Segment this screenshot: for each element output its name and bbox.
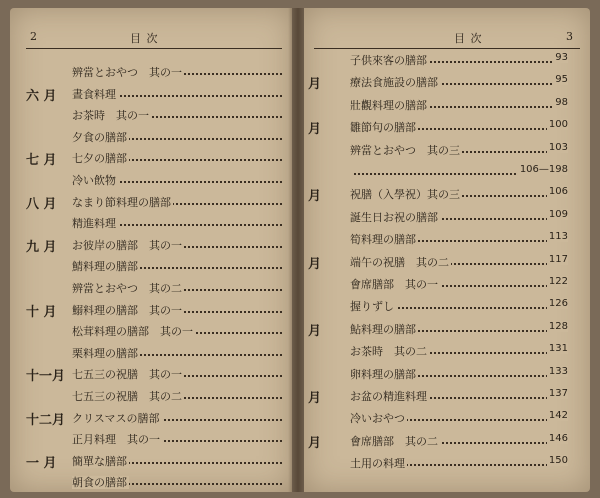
toc-entry <box>72 107 282 123</box>
toc-entry <box>72 86 282 102</box>
toc-entry-title: 精進料理 <box>72 217 116 231</box>
toc-entry-title: 會席膳部 其の一 <box>350 278 438 291</box>
left-header-rule <box>26 48 282 49</box>
toc-entry <box>72 431 282 447</box>
toc-entry-title: お茶時 其の二 <box>350 345 427 359</box>
toc-entry-title: クリスマスの膳部 <box>72 411 160 425</box>
toc-entry-page: 103 <box>548 141 568 153</box>
toc-entry-title: 誕生日お祝の膳部 <box>350 210 438 224</box>
toc-entry <box>72 194 282 210</box>
right-header-rule <box>314 48 580 49</box>
left-page <box>10 8 292 492</box>
toc-entry-page: 137 <box>548 388 568 399</box>
toc-entry-title: 辨當とおやつ 其の一 <box>72 66 182 79</box>
toc-entry <box>72 323 282 339</box>
toc-entry-page: 126 <box>548 298 568 310</box>
toc-entry-title <box>350 164 352 177</box>
toc-entry-page: 113 <box>548 231 568 243</box>
toc-month-label: 月 <box>308 122 322 138</box>
toc-entry-title: 正月料理 其の一 <box>72 433 160 447</box>
toc-entry-page: 133 <box>548 365 568 377</box>
toc-entry <box>350 433 568 449</box>
toc-entry-page: 146 <box>548 432 568 444</box>
toc-entry <box>350 164 568 177</box>
toc-entry-title: 雛節句の膳部 <box>350 121 416 135</box>
toc-entry <box>350 119 568 135</box>
toc-entry <box>72 474 282 490</box>
toc-entry-page: 109 <box>548 208 568 220</box>
toc-month-label: 月 <box>308 189 322 205</box>
toc-entry-page: 100 <box>548 119 568 131</box>
toc-entry <box>72 345 282 361</box>
toc-entry <box>350 74 568 90</box>
toc-entry-title: 鮎料理の膳部 <box>350 322 416 336</box>
toc-entry-page: 117 <box>548 253 568 265</box>
toc-entry <box>350 366 568 382</box>
toc-entry <box>350 186 568 202</box>
toc-entry-title: なまり節料理の膳部 <box>72 195 171 209</box>
toc-entry <box>72 410 282 426</box>
toc-entry-title: 夕食の膳部 <box>72 130 127 144</box>
toc-entry-page: 98 <box>555 96 568 108</box>
toc-entry <box>350 209 568 225</box>
toc-entry <box>72 237 282 253</box>
toc-entry <box>350 388 568 404</box>
toc-entry-title: 栗料理の膳部 <box>72 346 138 360</box>
toc-entry <box>350 276 568 292</box>
toc-entry-title: 辨當とおやつ 其の二 <box>72 282 182 295</box>
toc-entry-page: 131 <box>548 343 568 355</box>
toc-entry-title: 冷いおやつ <box>350 412 405 426</box>
right-page-header: 目 次 <box>454 32 483 45</box>
toc-entry-title: お盆の精進料理 <box>350 390 427 403</box>
toc-entry-title: 鰯料理の膳部 其の一 <box>72 303 182 317</box>
right-page-number: 3 <box>566 30 574 43</box>
toc-entry-title: 筍料理の膳部 <box>350 233 416 247</box>
toc-entry-page: 93 <box>555 52 568 63</box>
toc-entry <box>72 366 282 382</box>
toc-entry-title: 祝膳（入學祝）其の三 <box>350 188 460 202</box>
toc-entry-title: 簡單な膳部 <box>72 454 127 468</box>
right-page <box>304 8 590 492</box>
toc-entry <box>350 321 568 337</box>
toc-entry-title: 七夕の膳部 <box>72 152 127 166</box>
toc-month-label: 八 月 <box>26 196 57 212</box>
toc-entry <box>350 298 568 314</box>
toc-month-label: 月 <box>308 391 322 406</box>
toc-entry <box>72 258 282 274</box>
toc-entry <box>350 254 568 270</box>
toc-entry-page: 122 <box>548 276 568 287</box>
toc-entry-title: 療法食施設の膳部 <box>350 76 438 90</box>
toc-entry <box>350 231 568 247</box>
toc-entry-title: 辨當とおやつ 其の三 <box>350 143 460 157</box>
toc-month-label: 月 <box>308 323 322 339</box>
toc-month-label: 九 月 <box>26 239 57 255</box>
toc-month-label: 十一月 <box>26 369 66 385</box>
toc-month-label: 十二月 <box>26 412 66 428</box>
toc-entry <box>72 172 282 188</box>
toc-entry <box>72 388 282 404</box>
toc-entry <box>350 410 568 426</box>
toc-entry <box>350 52 568 68</box>
toc-entry <box>72 453 282 469</box>
toc-entry <box>72 215 282 231</box>
toc-entry <box>72 150 282 166</box>
toc-entry-title: 土用の料理 <box>350 457 405 471</box>
toc-entry <box>72 280 282 296</box>
toc-entry <box>72 64 282 80</box>
toc-entry-title: 端午の祝膳 其の二 <box>350 255 449 269</box>
toc-entry <box>72 129 282 145</box>
toc-entry-title: 子供來客の膳部 <box>350 54 427 67</box>
toc-entry-page: 106 <box>548 186 568 198</box>
toc-entry-title: 松茸料理の膳部 其の一 <box>72 325 193 339</box>
toc-entry-title: お茶時 其の一 <box>72 109 149 123</box>
toc-entry-page: 150 <box>548 455 568 467</box>
toc-entry-title: 會席膳部 其の二 <box>350 434 438 448</box>
toc-month-label: 月 <box>308 435 322 451</box>
toc-entry-page: 142 <box>548 410 568 422</box>
toc-entry <box>72 302 282 318</box>
toc-month-label: 一 月 <box>26 455 57 471</box>
toc-entry-title: 朝食の膳部 <box>72 476 127 490</box>
toc-entry-title: 晝食料理 <box>72 87 116 101</box>
toc-entry-title: 冷い飲物 <box>72 174 116 187</box>
toc-entry-page: 128 <box>548 320 568 332</box>
toc-entry-page: 106—198 <box>519 164 568 175</box>
toc-entry-title: 七五三の祝膳 其の二 <box>72 390 182 403</box>
toc-entry-title: 壯觀料理の膳部 <box>350 98 427 112</box>
toc-entry-title: 七五三の祝膳 其の一 <box>72 368 182 382</box>
toc-entry-title: お彼岸の膳部 其の一 <box>72 238 182 252</box>
toc-entry <box>350 142 568 158</box>
toc-entry <box>350 97 568 113</box>
toc-entry-title: 鯖料理の膳部 <box>72 260 138 274</box>
toc-entry <box>350 455 568 471</box>
toc-month-label: 十 月 <box>26 304 57 320</box>
toc-entry-page: 95 <box>555 74 568 86</box>
toc-entry-title: 卵料理の膳部 <box>350 367 416 381</box>
left-page-number: 2 <box>30 30 38 43</box>
toc-month-label: 月 <box>308 256 322 272</box>
toc-month-label: 月 <box>308 77 322 93</box>
toc-entry <box>350 343 568 359</box>
left-page-header: 目 次 <box>130 32 159 45</box>
toc-month-label: 六 月 <box>26 88 57 104</box>
toc-month-label: 七 月 <box>26 153 57 169</box>
toc-entry-title: 握りずし <box>350 300 394 314</box>
